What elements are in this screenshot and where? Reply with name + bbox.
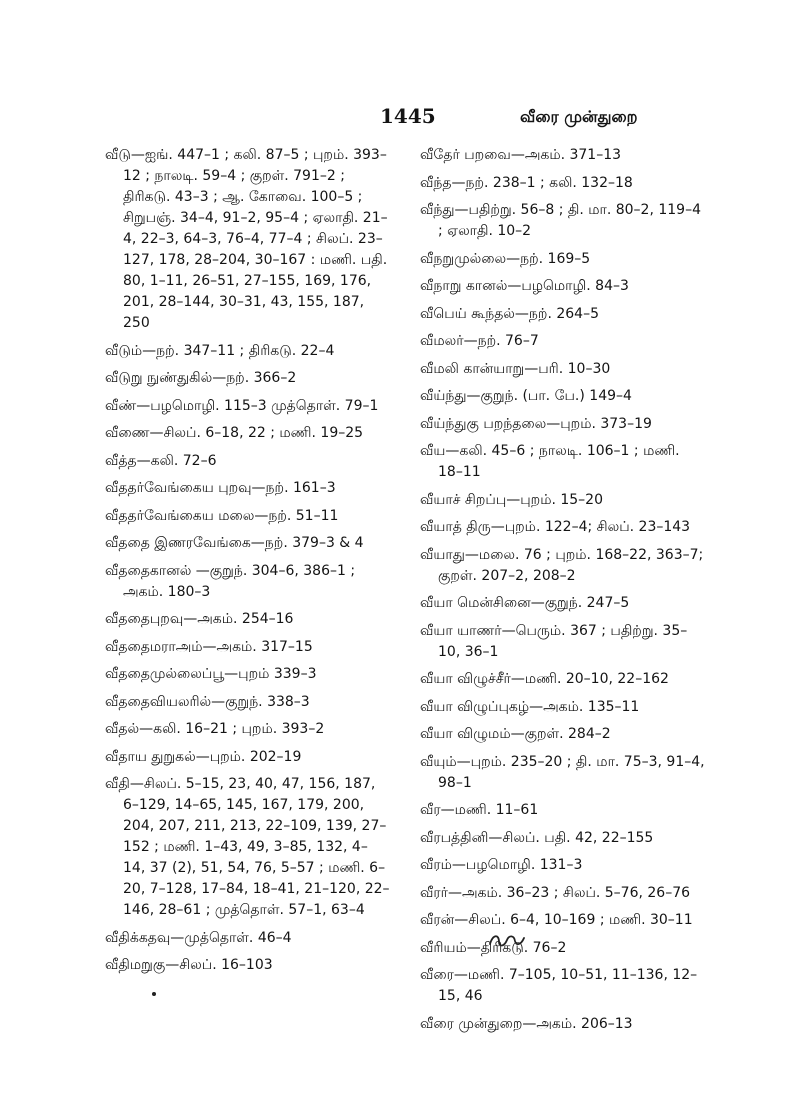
index-entry: வீதல்—கலி. 16–21 ; புறம். 393–2 [105, 721, 325, 737]
index-entry: வீதிக்கதவு—முத்தொள். 46–4 [105, 929, 292, 946]
index-entry: வீமலி கான்யாறு—பரி. 10–30 [420, 360, 611, 377]
index-entry: வீததைமராஅம்—அகம். 317–15 [105, 638, 313, 655]
index-entry: வீணை—சிலப். 6–18, 22 ; மணி. 19–25 [105, 425, 364, 441]
index-entry: வீததர்வேங்கைய புறவு—நற். 161–3 [105, 480, 336, 496]
index-entry: வீதேர் பறவை—அகம். 371–13 [420, 147, 622, 163]
index-entry: வீத்த—கலி. 72–6 [105, 452, 217, 469]
stray-dot [152, 992, 156, 996]
left-column [105, 145, 390, 983]
index-entry: வீயும்—புறம். 235–20 ; தி. மா. 75–3, 91–4, 98–1 [420, 753, 705, 791]
index-entry: வீததைமுல்லைப்பூ—புறம் 339–3 [105, 666, 317, 682]
index-entry: வீடுறு நுண்துகில்—நற். 366–2 [105, 370, 297, 386]
index-entry: வீபெய் கூந்தல்—நற். 264–5 [420, 305, 599, 322]
index-entry: வீரன்—சிலப். 6–4, 10–169 ; மணி. 30–11 [420, 912, 693, 928]
index-entry: வீர—மணி. 11–61 [420, 802, 539, 818]
index-entry: வீமலர்—நற். 76–7 [420, 333, 539, 349]
index-entry: வீண்—பழமொழி. 115–3 முத்தொள். 79–1 [105, 397, 379, 414]
index-entry: வீயா விழுமம்—குறள். 284–2 [420, 726, 611, 742]
index-entry: வீயாது—மலை. 76 ; புறம். 168–22, 363–7; குறள். 207–2, 208–2 [420, 546, 704, 584]
index-entry: வீநறுமுல்லை—நற். 169–5 [420, 250, 591, 267]
index-entry: வீயாத் திரு—புறம். 122–4; சிலப். 23–143 [420, 519, 691, 535]
index-entry: வீயா விழுச்சீர்—மணி. 20–10, 22–162 [420, 671, 669, 687]
index-entry: வீயா யாணர்—பெரும். 367 ; பதிற்று. 35–10, 36–1 [420, 622, 688, 660]
right-column [420, 145, 705, 1041]
handwritten-mark [487, 932, 527, 950]
index-entry: வீரை—மணி. 7–105, 10–51, 11–136, 12–15, 46 [420, 967, 698, 1004]
index-entry: வீந்த—நற். 238–1 ; கலி. 132–18 [420, 174, 633, 191]
index-entry: வீய—கலி. 45–6 ; நாலடி. 106–1 ; மணி. 18–11 [420, 443, 680, 480]
index-entry: வீததைகானல் —குறுந். 304–6, 386–1 ; அகம். 180–3 [105, 562, 356, 600]
index-entry: வீதிமறுகு—சிலப். 16–103 [105, 957, 273, 973]
index-entry: வீரியம்—திரிகடு. 76–2 [420, 939, 567, 956]
index-entry: வீததைபுறவு—அகம். 254–16 [105, 611, 294, 627]
index-entry: வீரம்—பழமொழி. 131–3 [420, 857, 583, 873]
index-entry: வீயா விழுப்புகழ்—அகம். 135–11 [420, 698, 640, 715]
index-entry: வீடு—ஐங். 447–1 ; கலி. 87–5 ; புறம். 393–12 ; நாலடி. 59–4 ; குறள். 791–2 ; திரிகடு. 43–3 ; ஆ. கோவை. 100–5 ; சிறுபஞ். 34–4, 91–2, 95–4 ; ஏலாதி. 21–4, 22–3, 64–3, 76–4, 77–4 ; சிலப். 23–127, 178, 28–204, 30–167 : மணி. பதி. 80, 1–11, 26–51, 27–155, 169, 176, 201, 28–144, 30–31, 43, 155, 187, 250 [105, 147, 388, 331]
page-number: 1445 [380, 104, 436, 128]
index-entry: வீரர்—அகம். 36–23 ; சிலப். 5–76, 26–76 [420, 884, 691, 901]
index-entry: வீததை இணரவேங்கை—நற். 379–3 & 4 [105, 535, 364, 551]
index-entry: வீய்ந்துகு பறந்தலை—புறம். 373–19 [420, 415, 652, 432]
index-entry: வீரபத்தினி—சிலப். பதி. 42, 22–155 [420, 829, 654, 846]
index-entry: வீந்து—பதிற்று. 56–8 ; தி. மா. 80–2, 119–4 ; ஏலாதி. 10–2 [420, 202, 701, 239]
index-entry: வீநாறு கானல்—பழமொழி. 84–3 [420, 278, 629, 294]
index-entry: வீடும்—நற். 347–11 ; திரிகடு. 22–4 [105, 342, 335, 359]
index-entry: வீததைவியலரில்—குறுந். 338–3 [105, 693, 310, 710]
index-entry: வீரை முன்துறை—அகம். 206–13 [420, 1015, 633, 1032]
index-entry: வீயாச் சிறப்பு—புறம். 15–20 [420, 491, 603, 508]
index-entry: வீய்ந்து—குறுந். (பா. பே.) 149–4 [420, 388, 632, 404]
index-entry: வீதாய துறுகல்—புறம். 202–19 [105, 748, 302, 765]
index-entry: வீயா மென்சினை—குறுந். 247–5 [420, 595, 630, 611]
index-entry: வீதி—சிலப். 5–15, 23, 40, 47, 156, 187, 6–129, 14–65, 145, 167, 179, 200, 204, 207, 211, 213, 22–109, 139, 27–152 ; மணி. 1–43, 49, 3–85, 132, 4–14, 37 (2), 51, 54, 76, 5–57 ; மணி. 6–20, 7–128, 17–84, 18–41, 21–120, 22–146, 28–61 ; முத்தொள். 57–1, 63–4 [105, 776, 390, 918]
running-head: வீரை முன்துறை [520, 107, 638, 126]
index-entry: வீததர்வேங்கைய மலை—நற். 51–11 [105, 507, 339, 524]
